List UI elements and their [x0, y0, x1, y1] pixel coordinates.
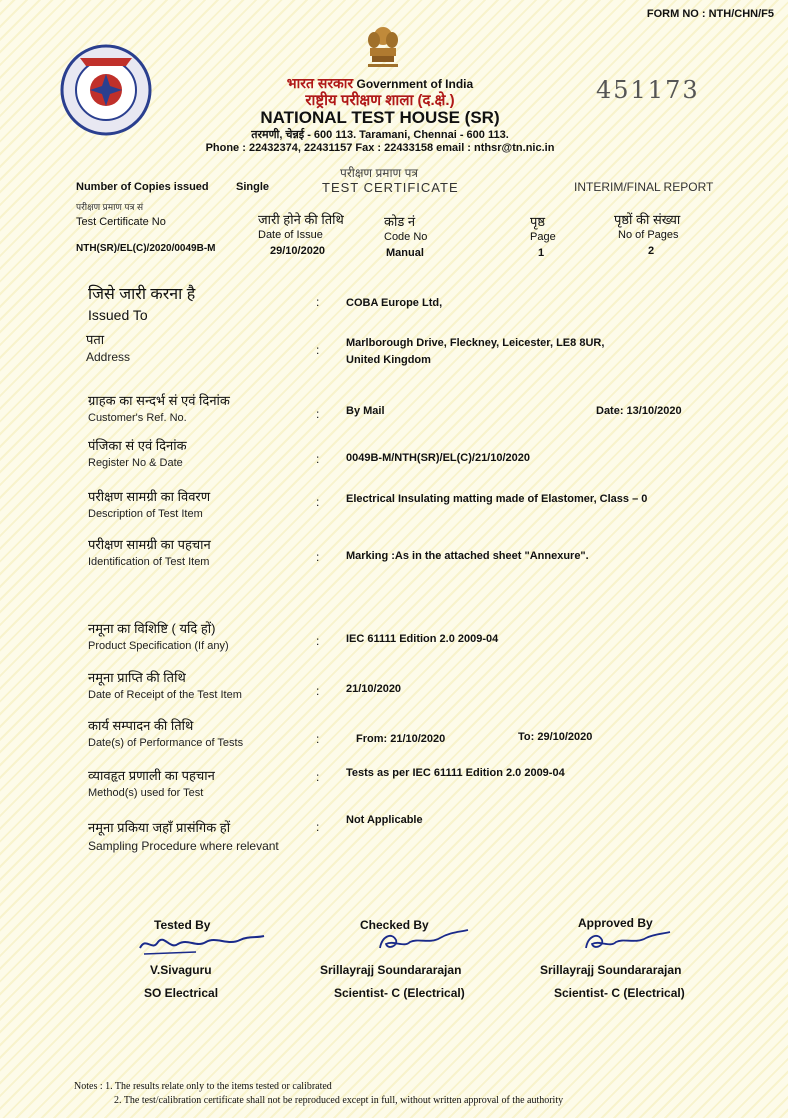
- header-org-english: Government of India: [356, 77, 474, 91]
- page-value: 1: [538, 247, 545, 259]
- checked-signature-icon: [374, 926, 470, 958]
- colon: :: [316, 407, 320, 421]
- receipt-english: Date of Receipt of the Test Item: [88, 689, 242, 701]
- checked-by-title: Checked By: [360, 918, 429, 932]
- performance-hindi: कार्य सम्पादन की तिथि: [88, 718, 194, 733]
- cert-no-value: NTH(SR)/EL(C)/2020/0049B-M: [76, 243, 216, 254]
- description-english: Description of Test Item: [88, 508, 203, 520]
- colon: :: [316, 295, 320, 309]
- performance-from: From: 21/10/2020: [356, 733, 446, 745]
- colon: :: [316, 770, 320, 784]
- report-type: INTERIM/FINAL REPORT: [574, 180, 714, 194]
- receipt-value: 21/10/2020: [346, 683, 402, 695]
- nth-seal-icon: [60, 44, 152, 136]
- copies-value: Single: [236, 181, 270, 193]
- page-hindi: पृष्ठ: [530, 214, 546, 229]
- customer-ref-hindi: ग्राहक का सन्दर्भ सं एवं दिनांक: [88, 393, 230, 408]
- customer-ref-english: Customer's Ref. No.: [88, 412, 187, 424]
- issued-to-value: COBA Europe Ltd,: [346, 297, 443, 309]
- issued-to-hindi: जिसे जारी करना है: [88, 286, 196, 303]
- issue-date-value: 29/10/2020: [270, 245, 326, 257]
- description-value: Electrical Insulating matting made of Elastomer, Class – 0: [346, 493, 648, 505]
- tested-signature-icon: [136, 930, 266, 958]
- colon: :: [316, 452, 320, 466]
- page-english: Page: [530, 231, 556, 243]
- identification-hindi: परीक्षण सामग्री का पहचान: [88, 537, 211, 552]
- colon: :: [316, 495, 320, 509]
- form-number: FORM NO : NTH/CHN/F5: [646, 8, 774, 20]
- specification-hindi: नमूना का विशिष्टि ( यदि हों): [88, 621, 216, 636]
- checked-by-name: Srillayrajj Soundararajan: [320, 963, 462, 977]
- header-name-english: NATIONAL TEST HOUSE (SR): [260, 108, 500, 127]
- identification-value: Marking :As in the attached sheet "Annexure".: [346, 550, 589, 562]
- register-value: 0049B-M/NTH(SR)/EL(C)/21/10/2020: [346, 452, 531, 464]
- cert-title-hindi: परीक्षण प्रमाण पत्र: [340, 166, 419, 180]
- code-no-english: Code No: [384, 231, 428, 243]
- address-value-line1: Marlborough Drive, Fleckney, Leicester, LE8 8UR,: [346, 337, 605, 349]
- checked-by-designation: Scientist- C (Electrical): [334, 986, 465, 1000]
- header-address: तरमणी, चेन्नई - 600 113. Taramani, Chennai - 600 113.: [251, 129, 509, 141]
- cert-no-hindi: परीक्षण प्रमाण पत्र सं: [76, 202, 144, 212]
- performance-to: To: 29/10/2020: [518, 731, 593, 743]
- copies-label: Number of Copies issued: [76, 181, 209, 193]
- description-hindi: परीक्षण सामग्री का विवरण: [88, 489, 211, 504]
- cert-no-english: Test Certificate No: [76, 216, 166, 228]
- address-value-line2: United Kingdom: [346, 354, 431, 366]
- state-emblem-icon: [362, 24, 404, 70]
- specification-value: IEC 61111 Edition 2.0 2009-04: [346, 633, 499, 645]
- specification-english: Product Specification (If any): [88, 640, 229, 652]
- cert-title-english: TEST CERTIFICATE: [322, 180, 459, 195]
- identification-english: Identification of Test Item: [88, 556, 210, 568]
- sampling-value: Not Applicable: [346, 814, 423, 826]
- sampling-hindi: नमूना प्रकिया जहाँ प्रासंगिक हों: [88, 820, 231, 835]
- customer-ref-date: Date: 13/10/2020: [596, 405, 682, 417]
- approved-by-title: Approved By: [578, 916, 653, 930]
- method-hindi: व्यावहृत प्रणाली का पहचान: [88, 768, 215, 783]
- code-no-value: Manual: [386, 247, 424, 259]
- address-hindi: पता: [86, 332, 105, 347]
- address-english: Address: [86, 350, 131, 364]
- method-english: Method(s) used for Test: [88, 787, 204, 799]
- code-no-hindi: कोड नं: [384, 214, 416, 229]
- colon: :: [316, 343, 320, 357]
- header-org-hindi: भारत सरकार: [286, 75, 354, 91]
- register-english: Register No & Date: [88, 457, 183, 469]
- method-value: Tests as per IEC 61111 Edition 2.0 2009-04: [346, 767, 565, 779]
- pages-hindi: पृष्ठों की संख्या: [614, 212, 681, 227]
- tested-by-title: Tested By: [154, 918, 211, 932]
- issued-to-english: Issued To: [88, 307, 148, 323]
- issue-date-hindi: जारी होने की तिथि: [258, 212, 344, 227]
- register-hindi: पंजिका सं एवं दिनांक: [88, 438, 187, 453]
- colon: :: [316, 634, 320, 648]
- receipt-hindi: नमूना प्राप्ति की तिथि: [88, 670, 186, 685]
- tested-by-name: V.Sivaguru: [150, 963, 212, 977]
- note-line-1: Notes : 1. The results relate only to the items tested or calibrated: [74, 1081, 332, 1092]
- colon: :: [316, 820, 320, 834]
- pages-english: No of Pages: [618, 229, 679, 241]
- issue-date-english: Date of Issue: [258, 229, 323, 241]
- colon: :: [316, 732, 320, 746]
- header-name-hindi: राष्ट्रीय परीक्षण शाला (द.क्षे.): [305, 92, 455, 109]
- header-contact: Phone : 22432374, 22431157 Fax : 22433158 email : nthsr@tn.nic.in: [205, 142, 555, 154]
- approved-by-designation: Scientist- C (Electrical): [554, 986, 685, 1000]
- customer-ref-value: By Mail: [346, 405, 385, 417]
- colon: :: [316, 550, 320, 564]
- sampling-english: Sampling Procedure where relevant: [88, 839, 279, 853]
- approved-signature-icon: [580, 926, 672, 958]
- certificate-serial-number: 451173: [596, 76, 700, 104]
- performance-english: Date(s) of Performance of Tests: [88, 737, 244, 749]
- pages-value: 2: [648, 245, 655, 257]
- tested-by-designation: SO Electrical: [144, 986, 219, 1000]
- approved-by-name: Srillayrajj Soundararajan: [540, 963, 682, 977]
- note-line-2: 2. The test/calibration certificate shall not be reproduced except in full, without written approval of the authority: [114, 1095, 564, 1106]
- colon: :: [316, 684, 320, 698]
